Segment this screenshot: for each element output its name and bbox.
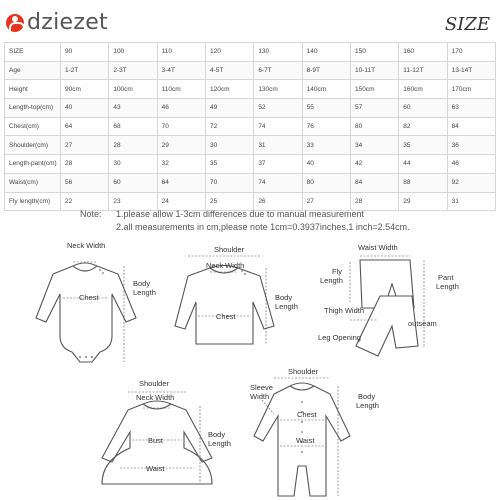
dress-diagram: [102, 379, 231, 484]
table-cell: 80: [302, 173, 350, 192]
table-cell: 42: [350, 155, 398, 174]
table-cell: 13-14T: [447, 61, 495, 80]
header: [0, 0, 500, 40]
table-cell: 82: [399, 117, 447, 136]
table-cell: 55: [302, 99, 350, 118]
table-cell: 30: [109, 155, 157, 174]
row-label: Height: [5, 80, 61, 99]
romper-sleeve-label: Sleeve: [250, 383, 273, 392]
table-cell: 25: [205, 192, 253, 211]
table-cell: 1-2T: [61, 61, 109, 80]
table-row: [5, 80, 496, 99]
table-cell: 46: [157, 99, 205, 118]
table-cell: 32: [157, 155, 205, 174]
tshirt-shoulder-label: Shoulder: [214, 245, 245, 254]
tshirt-outline: [175, 266, 274, 345]
note-label: Note:: [80, 209, 102, 219]
table-cell: 28: [109, 136, 157, 155]
note: [80, 208, 410, 234]
pants-diagram: [318, 243, 459, 356]
table-cell: 23: [109, 192, 157, 211]
tshirt-body-label: Body: [275, 293, 293, 302]
table-cell: 110: [157, 43, 205, 62]
row-label: Chest(cm): [5, 117, 61, 136]
pants-pant-length-label: Length: [436, 282, 459, 291]
row-label: Waist(cm): [5, 173, 61, 192]
table-cell: 90: [61, 43, 109, 62]
table-cell: 100: [109, 43, 157, 62]
table-cell: 92: [447, 173, 495, 192]
dress-length-label: Length: [208, 439, 231, 448]
table-cell: 60: [109, 173, 157, 192]
table-cell: 170: [447, 43, 495, 62]
table-cell: 130: [254, 43, 302, 62]
brand-name: dziezet: [27, 10, 108, 35]
table-cell: 11-12T: [399, 61, 447, 80]
pants-thigh-width-label: Thigh Width: [324, 306, 365, 315]
row-label: Age: [5, 61, 61, 80]
table-cell: 70: [157, 117, 205, 136]
table-row: [5, 117, 496, 136]
table-cell: 56: [61, 173, 109, 192]
table-cell: 30: [205, 136, 253, 155]
dress-bust-label: Bust: [148, 436, 164, 445]
table-row: [5, 136, 496, 155]
tshirt-length-label: Length: [275, 302, 298, 311]
romper-chest-label: Chest: [297, 410, 317, 419]
table-cell: 36: [447, 136, 495, 155]
table-cell: 160: [399, 43, 447, 62]
table-cell: 60: [399, 99, 447, 118]
brand-logo-icon: [6, 14, 24, 32]
brand-logo: [6, 10, 108, 35]
table-cell: 74: [254, 173, 302, 192]
table-cell: 70: [205, 173, 253, 192]
table-cell: 72: [205, 117, 253, 136]
table-cell: 31: [447, 192, 495, 211]
table-cell: 150cm: [350, 80, 398, 99]
pants-fly-label: Fly: [332, 267, 342, 276]
table-cell: 2-3T: [109, 61, 157, 80]
table-cell: 44: [399, 155, 447, 174]
table-cell: 40: [302, 155, 350, 174]
bodysuit-neck-width-label: Neck Width: [67, 241, 106, 250]
bodysuit-diagram: [36, 241, 156, 362]
table-cell: 150: [350, 43, 398, 62]
bodysuit-body-label: Body: [133, 279, 151, 288]
dress-shoulder-label: Shoulder: [139, 379, 170, 388]
table-cell: 28: [61, 155, 109, 174]
note-line-2: 2.all measurements in cm,please note 1cm=0.3937inches,1 inch=2.54cm.: [116, 222, 410, 232]
table-row: [5, 155, 496, 174]
table-cell: 52: [254, 99, 302, 118]
romper-shoulder-label: Shoulder: [288, 367, 319, 376]
table-cell: 26: [254, 192, 302, 211]
table-cell: 46: [447, 155, 495, 174]
table-cell: 63: [447, 99, 495, 118]
table-cell: 10-11T: [350, 61, 398, 80]
table-cell: 24: [157, 192, 205, 211]
table-cell: 74: [254, 117, 302, 136]
table-cell: 130cm: [254, 80, 302, 99]
table-row: [5, 99, 496, 118]
bodysuit-chest-label: Chest: [79, 293, 99, 302]
row-label: Length-pant(cm): [5, 155, 61, 174]
table-cell: 3-4T: [157, 61, 205, 80]
pants-outseam-label: outseam: [408, 319, 437, 328]
romper-sleeve-width-label: Width: [250, 392, 270, 401]
table-cell: 90cm: [61, 80, 109, 99]
row-label: Fly length(cm): [5, 192, 61, 211]
table-cell: 4-5T: [205, 61, 253, 80]
table-cell: 35: [205, 155, 253, 174]
dress-body-label: Body: [208, 430, 226, 439]
table-cell: 84: [447, 117, 495, 136]
table-cell: 27: [61, 136, 109, 155]
table-cell: 37: [254, 155, 302, 174]
dress-waist-label: Waist: [146, 464, 165, 473]
size-table: [4, 42, 496, 211]
table-cell: 84: [350, 173, 398, 192]
row-label: Shoulder(cm): [5, 136, 61, 155]
table-cell: 110cm: [157, 80, 205, 99]
romper-diagram: [250, 367, 379, 496]
table-cell: 27: [302, 192, 350, 211]
table-cell: 33: [302, 136, 350, 155]
table-cell: 120: [205, 43, 253, 62]
table-cell: 29: [399, 192, 447, 211]
table-cell: 35: [399, 136, 447, 155]
row-label: SIZE: [5, 43, 61, 62]
table-cell: 34: [350, 136, 398, 155]
table-cell: 29: [157, 136, 205, 155]
table-cell: 140: [302, 43, 350, 62]
table-cell: 57: [350, 99, 398, 118]
romper-waist-label: Waist: [296, 436, 315, 445]
dress-neck-width-label: Neck Width: [136, 393, 175, 402]
measurement-diagrams: [0, 236, 500, 500]
pants-pant-label: Pant: [438, 273, 454, 282]
romper-body-label: Body: [358, 392, 376, 401]
table-cell: 100cm: [109, 80, 157, 99]
table-cell: 43: [109, 99, 157, 118]
row-label: Length-top(cm): [5, 99, 61, 118]
pants-fly-length-label: Length: [320, 276, 343, 285]
table-cell: 22: [61, 192, 109, 211]
bodysuit-outline: [36, 263, 136, 362]
tshirt-diagram: [175, 245, 298, 344]
tshirt-chest-label: Chest: [216, 312, 236, 321]
table-cell: 76: [302, 117, 350, 136]
table-cell: 170cm: [447, 80, 495, 99]
table-row: [5, 173, 496, 192]
table-cell: 40: [61, 99, 109, 118]
table-cell: 49: [205, 99, 253, 118]
table-cell: 140cm: [302, 80, 350, 99]
table-cell: 6-7T: [254, 61, 302, 80]
table-cell: 120cm: [205, 80, 253, 99]
page-title: SIZE: [444, 14, 490, 35]
table-cell: 88: [399, 173, 447, 192]
table-cell: 64: [157, 173, 205, 192]
pants-leg-opening-label: Leg Opening: [318, 333, 361, 342]
table-cell: 68: [109, 117, 157, 136]
note-line-1: 1.please allow 1-3cm differences due to manual measurement: [116, 209, 364, 219]
table-row: [5, 43, 496, 62]
table-cell: 160cm: [399, 80, 447, 99]
table-cell: 64: [61, 117, 109, 136]
table-cell: 31: [254, 136, 302, 155]
pants-waist-width-label: Waist Width: [358, 243, 398, 252]
bodysuit-length-label: Length: [133, 288, 156, 297]
table-cell: 28: [350, 192, 398, 211]
table-cell: 80: [350, 117, 398, 136]
tshirt-neck-width-label: Neck Width: [206, 261, 245, 270]
table-cell: 8-9T: [302, 61, 350, 80]
table-row: [5, 61, 496, 80]
romper-length-label: Length: [356, 401, 379, 410]
